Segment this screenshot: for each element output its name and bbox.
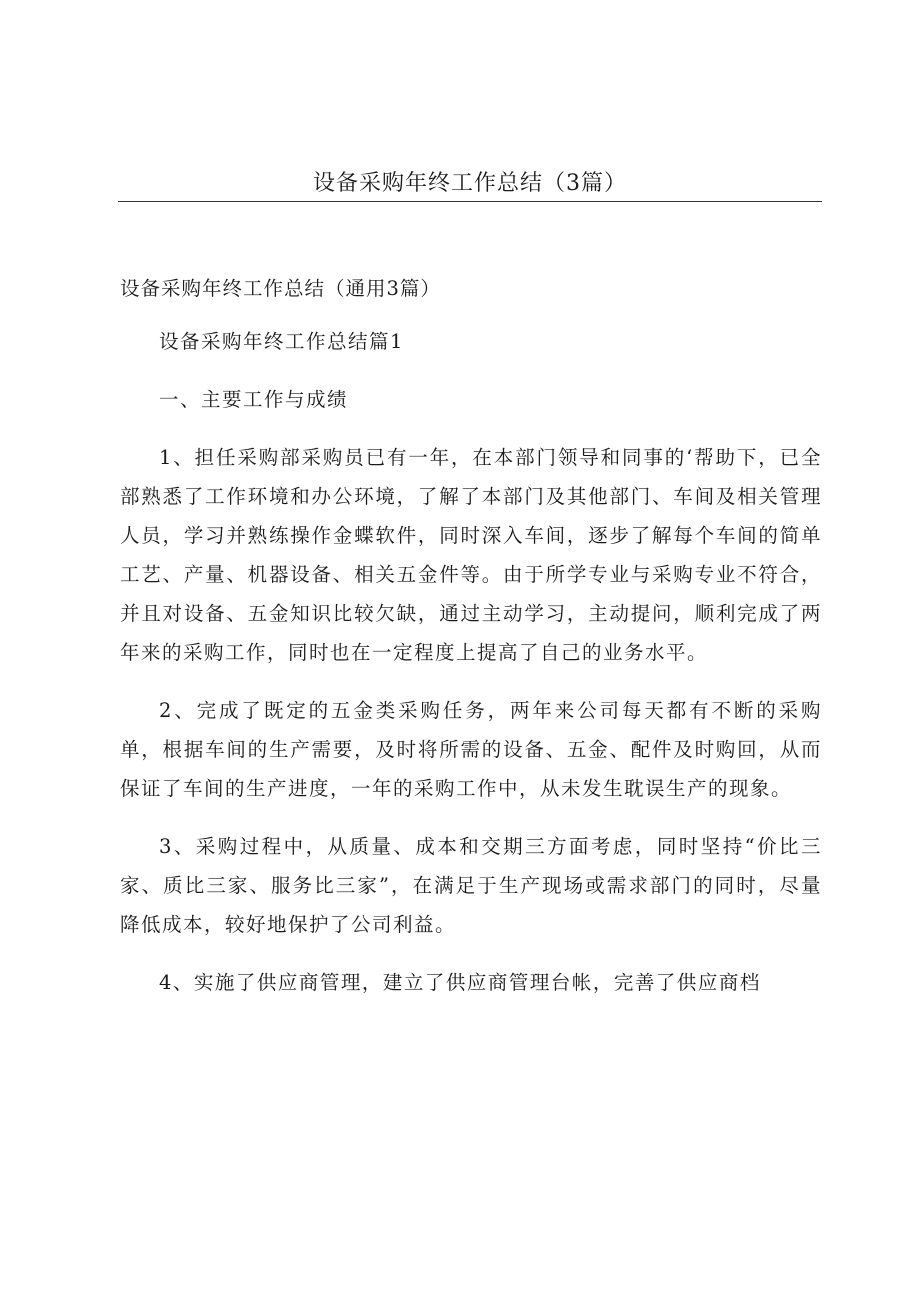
paragraph: 2、完成了既定的五金类采购任务，两年来公司每天都有不断的采购单，根据车间的生产需要，及时将所需的设备、五金、配件及时购回，从而保证了车间的生产进度，一年的采购工作中，从未发生耽误生产的现象。 bbox=[120, 699, 822, 800]
document-subtitle: 设备采购年终工作总结（通用3篇） bbox=[120, 277, 441, 300]
section-heading: 设备采购年终工作总结篇1 bbox=[159, 330, 404, 353]
paragraph: 4、实施了供应商管理，建立了供应商管理台帐，完善了供应商档 bbox=[159, 971, 761, 994]
document-body bbox=[120, 322, 822, 1021]
document-title: 设备采购年终工作总结（3篇） bbox=[313, 171, 627, 196]
subsection-heading: 一、主要工作与成绩 bbox=[159, 388, 349, 411]
paragraph: 1、担任采购部采购员已有一年，在本部门领导和同事的‘帮助下，已全部熟悉了工作环境和办公环境，了解了本部门及其他部门、车间及相关管理人员，学习并熟练操作金蝶软件，同时深入车间，逐步了解每个车间的简单工艺、产量、机器设备、相关五金件等。由于所学专业与采购专业不符合，并且对设备、五金知识比较欠缺，通过主动学习，主动提问，顺利完成了两年来的采购工作，同时也在一定程度上提高了自己的业务水平。 bbox=[120, 446, 822, 664]
paragraph: 3、采购过程中，从质量、成本和交期三方面考虑，同时坚持“价比三家、质比三家、服务比三家”，在满足于生产现场或需求部门的同时，尽量降低成本，较好地保护了公司利益。 bbox=[120, 835, 822, 936]
title-underline bbox=[118, 201, 822, 202]
